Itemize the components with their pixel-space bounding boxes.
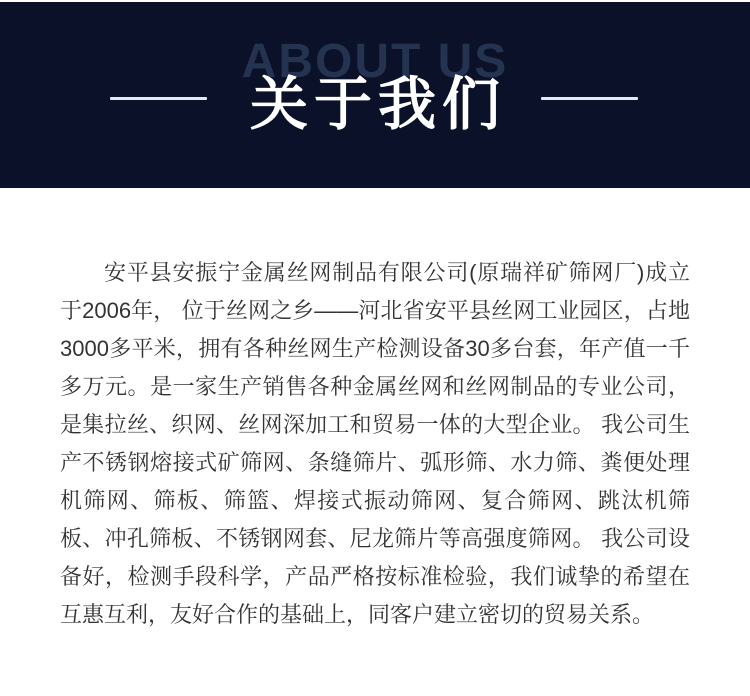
about-content (60, 254, 690, 634)
section-title: 关于我们 (249, 72, 506, 137)
about-paragraph: 安平县安振宁金属丝网制品有限公司(原瑞祥矿筛网厂)成立于2006年， 位于丝网之乡——河北省安平县丝网工业园区，占地3000多平米，拥有各种丝网生产检测设备30多台套，年产值一千多万元。是一家生产销售各种金属丝网和丝网制品的专业公司，是集拉丝、织网、丝网深加工和贸易一体的大型企业。 我公司生产不锈钢熔接式矿筛网、条缝筛片、弧形筛、水力筛、粪便处理机筛网、筛板、筛篮、焊接式振动筛网、复合筛网、跳汰机筛板、冲孔筛板、不锈钢网套、尼龙筛片等高强度筛网。 我公司设备好，检测手段科学，产品严格按标准检验，我们诚挚的希望在互惠互利，友好合作的基础上，同客户建立密切的贸易关系。 (60, 260, 690, 627)
about-us-watermark-text: ABOUT US (241, 35, 509, 88)
about-header-banner (0, 2, 750, 188)
